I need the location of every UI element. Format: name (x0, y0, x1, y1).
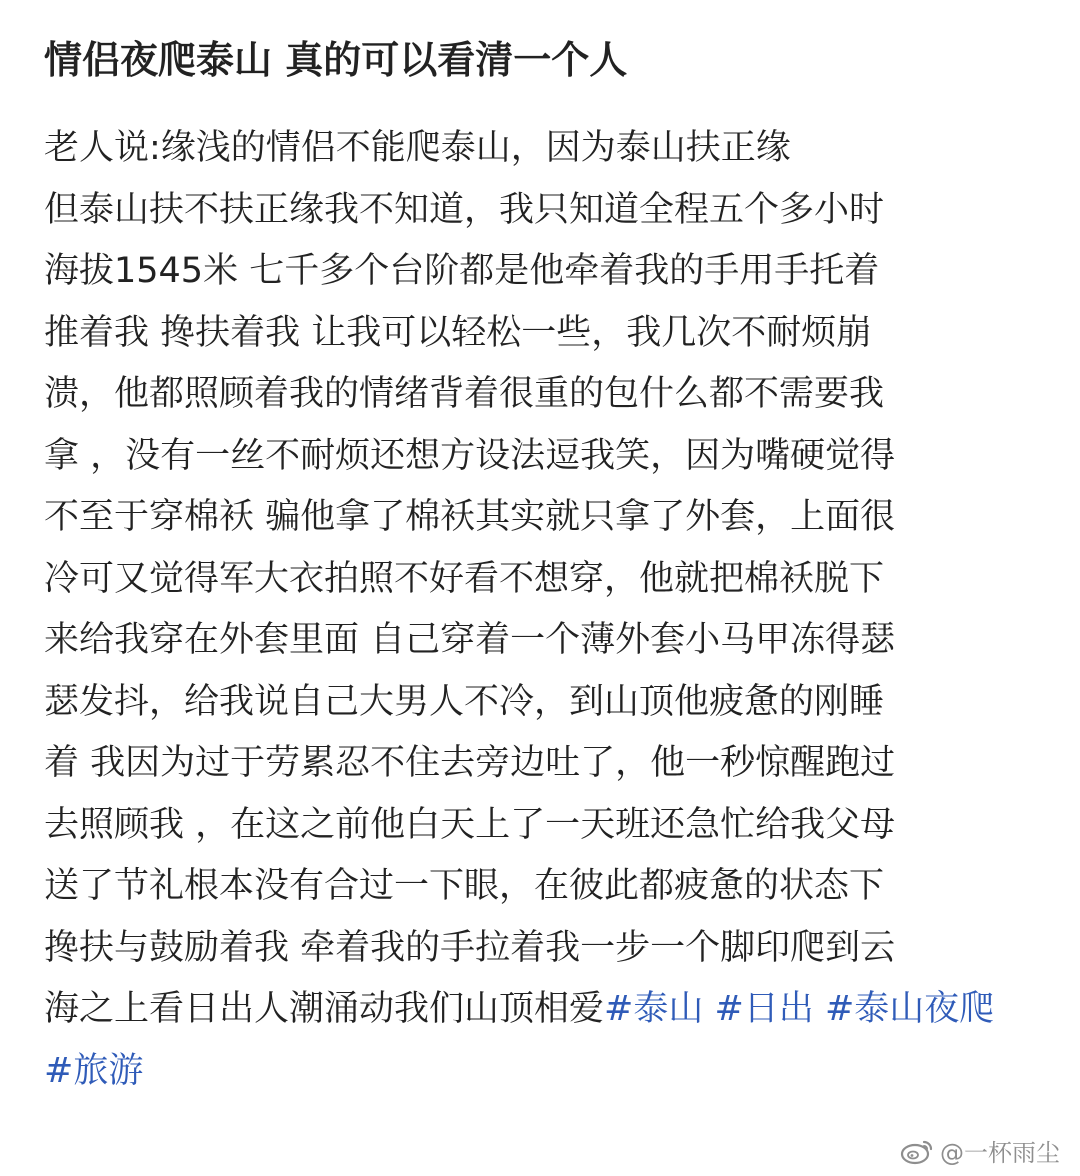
body-line: 着 我因为过于劳累忍不住去旁边吐了，他一秒惊醒跑过 (44, 743, 896, 783)
hashtag-link[interactable]: #日出 (714, 989, 814, 1029)
body-line: 瑟发抖，给我说自己大男人不冷，到山顶他疲惫的刚睡 (44, 681, 885, 722)
body-line: 推着我 搀扶着我 让我可以轻松一些，我几次不耐烦崩 (44, 312, 872, 353)
body-line: 冷可又觉得军大衣拍照不好看不想穿，他就把棉袄脱下 (44, 558, 885, 599)
body-line: 海拔1545米 七千多个台阶都是他牵着我的手用手托着 (44, 251, 880, 291)
body-line: 不至于穿棉袄 骗他拿了棉袄其实就只拿了外套，上面很 (44, 497, 896, 537)
body-line: 送了节礼根本没有合过一下眼，在彼此都疲惫的状态下 (44, 866, 885, 906)
weibo-icon (900, 1137, 934, 1165)
body-line: 去照顾我 ，在这之前他白天上了一天班还急忙给我父母 (44, 804, 896, 845)
body-line: 来给我穿在外套里面 自己穿着一个薄外套小马甲冻得瑟 (44, 620, 896, 660)
body-line: 老人说:缘浅的情侣不能爬泰山，因为泰山扶正缘 (44, 128, 791, 168)
post (44, 30, 1044, 1102)
body-line: 溃，他都照顾着我的情绪背着很重的包什么都不需要我 (44, 374, 885, 414)
tags-line (44, 1041, 1044, 1103)
body-line: 但泰山扶不扶正缘我不知道，我只知道全程五个多小时 (44, 189, 885, 230)
watermark (900, 1133, 1060, 1168)
post-body (44, 118, 1044, 1102)
body-line-with-tags (44, 979, 1044, 1041)
body-line: 搀扶与鼓励着我 牵着我的手拉着我一步一个脚印爬到云 (44, 927, 896, 968)
body-line: 海之上看日出人潮涌动我们山顶相爱 (44, 989, 605, 1029)
hashtag-link[interactable]: #泰山夜爬 (824, 989, 995, 1029)
post-title: 情侣夜爬泰山 真的可以看清一个人 (44, 38, 628, 82)
body-line: 拿 ，没有一丝不耐烦还想方设法逗我笑，因为嘴硬觉得 (44, 435, 896, 476)
hashtag-link[interactable]: #泰山 (604, 989, 704, 1029)
watermark-text: @一杯雨尘 (940, 1139, 1060, 1167)
hashtag-link[interactable]: #旅游 (44, 1050, 144, 1091)
